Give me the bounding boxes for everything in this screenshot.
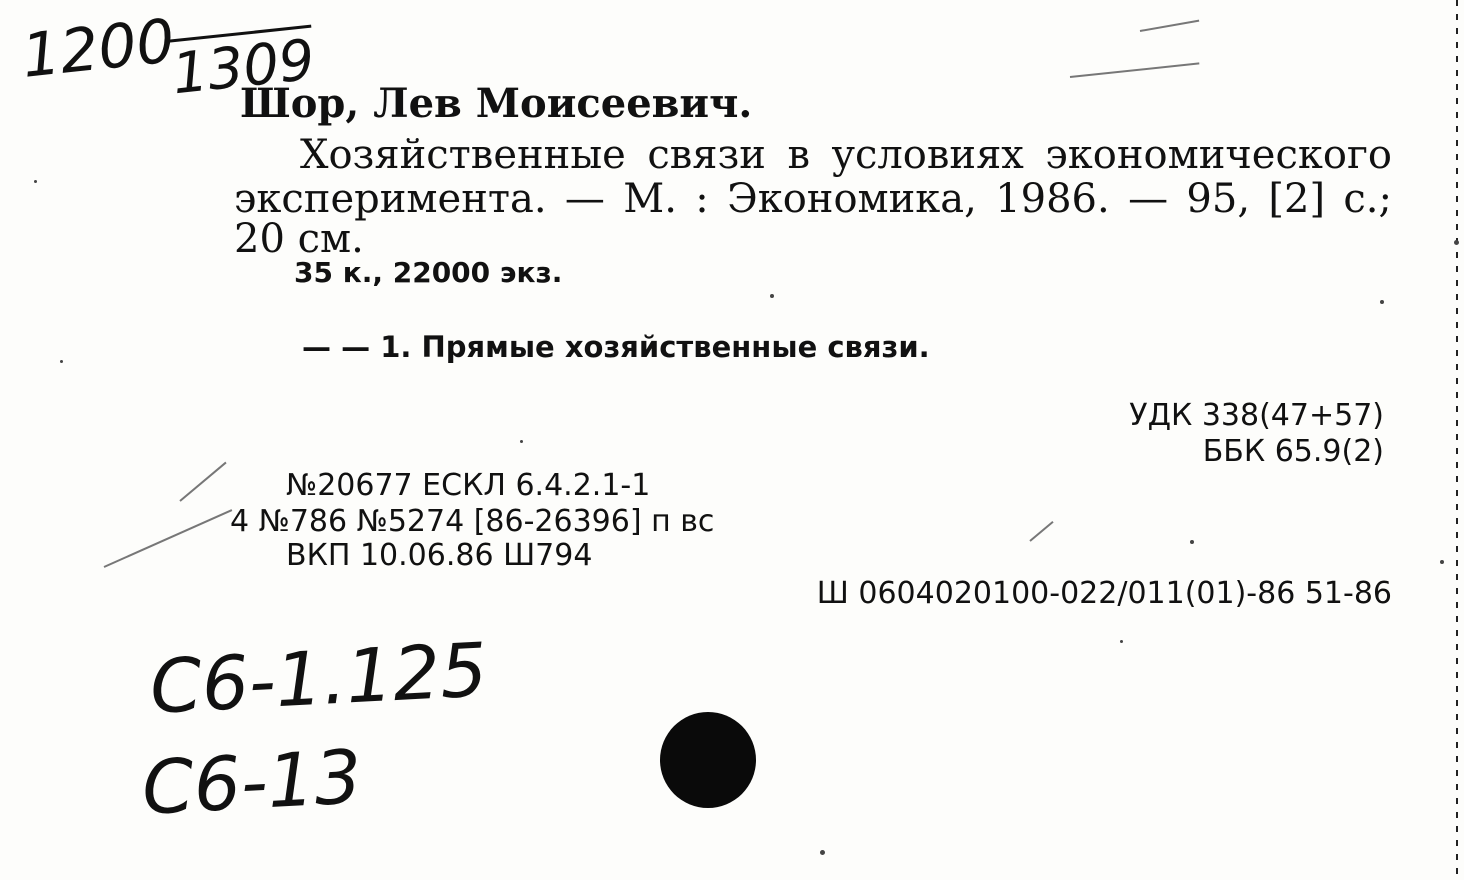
card-right-edge: [1456, 0, 1458, 880]
scan-streak: [104, 509, 233, 568]
scan-speck: [820, 850, 825, 855]
scan-streak: [179, 462, 226, 502]
bbk-code: ББК 65.9(2): [1202, 434, 1384, 469]
scan-speck: [1380, 300, 1384, 304]
scan-streak: [1140, 20, 1199, 32]
scan-speck: [60, 360, 63, 363]
record-line-1: №20677 ЕСКЛ 6.4.2.1-1: [286, 468, 651, 503]
subject-heading: — — 1. Прямые хозяйственные связи.: [302, 330, 930, 364]
udk-code: УДК 338(47+57): [1129, 398, 1384, 433]
scan-speck: [520, 440, 523, 443]
scan-speck: [770, 294, 774, 298]
price-print-run: 35 к., 22000 экз.: [294, 256, 563, 289]
handwritten-call-number-1: С6-1.125: [147, 627, 490, 731]
scan-speck: [1190, 540, 1194, 544]
title-line-2: эксперимента. — М. : Экономика, 1986. — 95, [2] с.;: [234, 176, 1392, 222]
scan-speck: [1440, 560, 1444, 564]
punch-hole: [660, 712, 756, 808]
record-line-3: ВКП 10.06.86 Ш794: [286, 538, 593, 573]
title-line-1: Хозяйственные связи в условиях экономического: [300, 132, 1392, 178]
scan-streak: [1070, 62, 1199, 78]
handwritten-call-number-2: С6-13: [139, 734, 364, 832]
record-line-2: 4 №786 №5274 [86-26396] п вс: [230, 504, 715, 539]
scan-speck: [34, 180, 37, 183]
title-line-3: 20 см.: [234, 216, 364, 262]
scan-speck: [1120, 640, 1123, 643]
scan-streak: [1029, 521, 1053, 542]
handwritten-number: 1200: [18, 6, 178, 92]
handwritten-fraction-number: 1309: [169, 25, 318, 108]
shelf-code: Ш 0604020100-022/011(01)-86 51-86: [816, 576, 1392, 611]
scan-speck: [1454, 240, 1459, 245]
author-heading: Шор, Лев Моисеевич.: [240, 80, 753, 127]
